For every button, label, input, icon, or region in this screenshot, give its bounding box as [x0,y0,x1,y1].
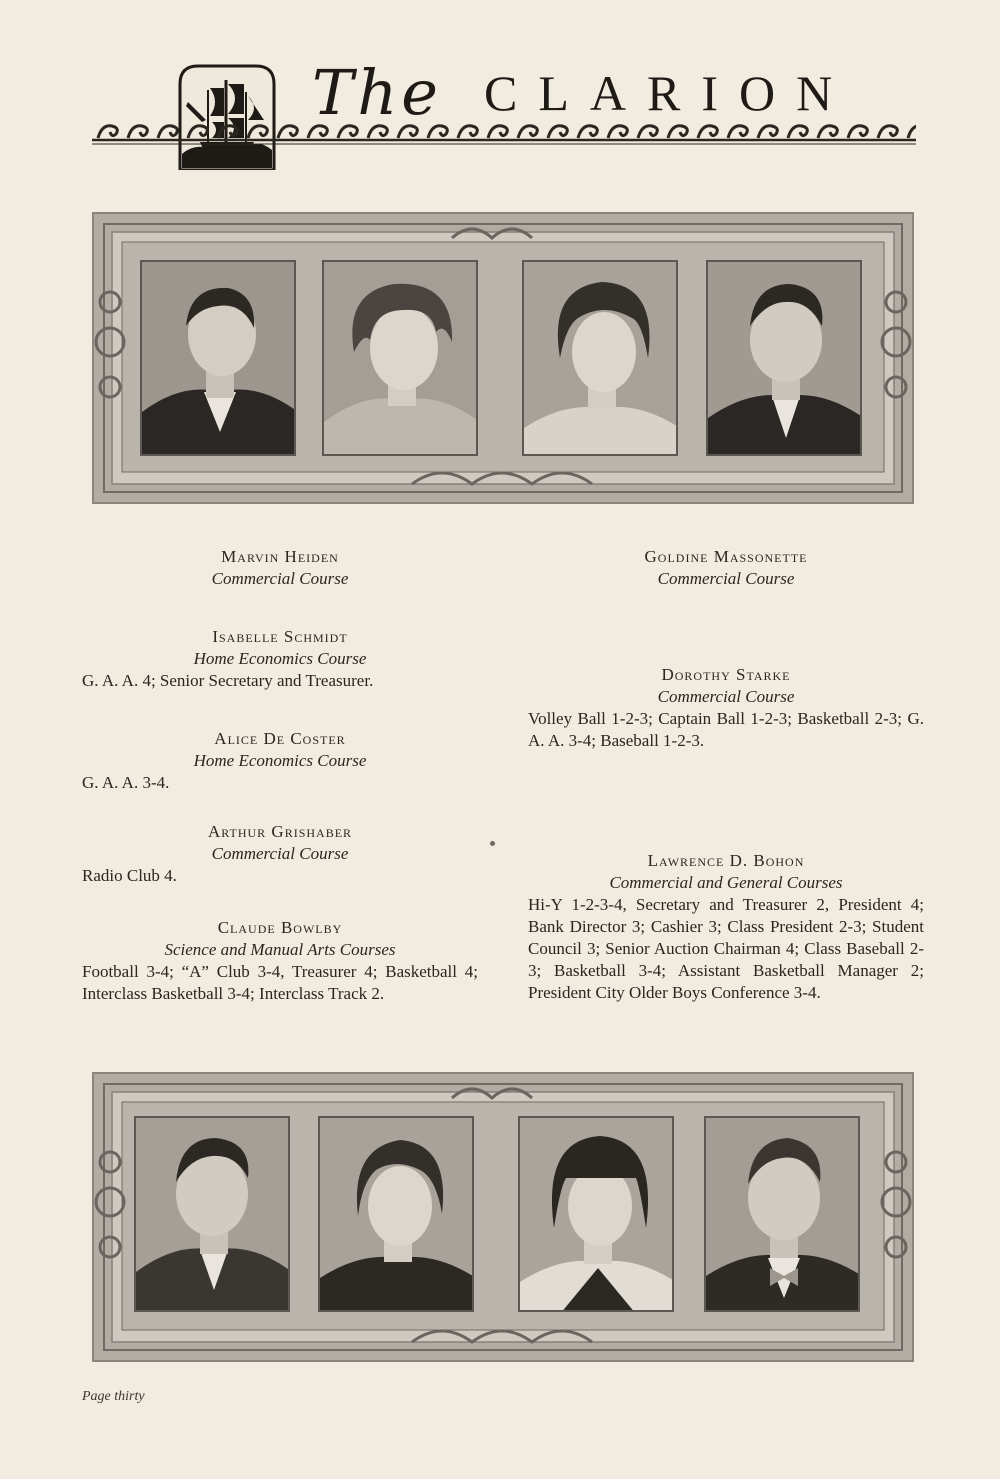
wave-scroll [188,126,207,138]
wave-scroll [518,126,537,138]
student-name: Goldine Massonette [644,547,808,566]
wave-scroll [908,126,916,138]
student-entry [82,917,478,1005]
portrait-young-man-bowtie-icon [706,1118,860,1312]
wave-scroll [788,126,807,138]
wave-scroll [218,126,237,138]
wave-scroll [578,126,597,138]
wave-scroll [548,126,567,138]
student-course: Home Economics Course [193,649,367,668]
student-name: Isabelle Schmidt [212,627,348,646]
student-course: Commercial and General Courses [609,873,843,892]
portrait-photo [140,260,296,456]
student-activities: G. A. A. 3-4. [82,773,170,792]
student-name: Dorothy Starke [661,665,791,684]
wave-scroll [878,126,897,138]
wave-scroll [818,126,837,138]
portrait-young-man-icon [136,1118,290,1312]
student-course: Home Economics Course [193,751,367,770]
student-name: Claude Bowlby [217,918,343,937]
portrait-young-man-suit-icon [708,262,862,456]
student-name: Arthur Grishaber [207,822,353,841]
student-activities: Volley Ball 1-2-3; Captain Ball 1-2-3; Basketball 2-3; G. A. A. 3-4; Baseball 1-2-3. [528,709,924,750]
student-entry [528,850,924,1004]
wave-scroll [248,126,267,138]
wave-scroll [278,126,297,138]
wave-scroll [698,126,717,138]
wave-scroll [428,126,447,138]
wave-scroll [338,126,357,138]
student-course: Commercial Course [657,687,795,706]
student-entry [528,664,924,752]
wave-scroll [638,126,657,138]
student-activities: Hi-Y 1-2-3-4, Secretary and Treasurer 2, President 4; Bank Director 3; Cashier 3; Class President 2-3; Student Council 3; Senior Auction Chairman 4; Class Baseball 2-3; Basketball 3-4; Assistant Basketball Manager 2; President City Older Boys Conference 3-4. [528,895,924,1002]
portrait-young-woman-curly-icon [324,262,478,456]
portrait-photo [704,1116,860,1312]
wave-scroll [158,126,177,138]
portrait-photo [134,1116,290,1312]
student-activities: Radio Club 4. [82,866,177,885]
ink-speck [490,841,495,846]
student-entry [82,821,478,887]
student-course: Science and Manual Arts Courses [164,940,396,959]
student-name: Alice De Coster [214,729,346,748]
portrait-young-man-icon [142,262,296,456]
photo-frame-bottom [92,1072,914,1362]
portrait-photo [706,260,862,456]
title-the: The [312,56,442,129]
wave-scroll [728,126,747,138]
wave-scroll [668,126,687,138]
wave-scroll [488,126,507,138]
wave-scroll [848,126,867,138]
portrait-photo [518,1116,674,1312]
student-course: Commercial Course [657,569,795,588]
student-entry [82,728,478,794]
wave-scroll [308,126,327,138]
portrait-young-woman-bob-icon [520,1118,674,1312]
student-entry [82,626,478,692]
student-name: Lawrence D. Bohon [647,851,805,870]
wave-scroll [758,126,777,138]
portrait-young-woman-icon [320,1118,474,1312]
student-entry [528,546,924,590]
wave-border [92,116,916,148]
wave-scroll [368,126,387,138]
wave-scroll [458,126,477,138]
student-activities: G. A. A. 4; Senior Secretary and Treasurer. [82,671,374,690]
student-activities: Football 3-4; “A” Club 3-4, Treasurer 4; Basketball 4; Interclass Basketball 3-4; Interclass Track 2. [82,962,478,1003]
wave-scroll [608,126,627,138]
wave-scroll [398,126,417,138]
portrait-photo [318,1116,474,1312]
portrait-young-woman-bob-icon [524,262,678,456]
student-course: Commercial Course [211,569,349,588]
wave-scroll [98,126,117,138]
page-number: Page thirty [82,1389,145,1404]
student-name: Marvin Heiden [221,547,339,566]
student-course: Commercial Course [211,844,349,863]
portrait-photo [522,260,678,456]
title-clarion: CLARION [484,65,854,121]
student-entry [82,546,478,590]
portrait-photo [322,260,478,456]
wave-scroll [128,126,147,138]
photo-frame-top [92,212,914,504]
